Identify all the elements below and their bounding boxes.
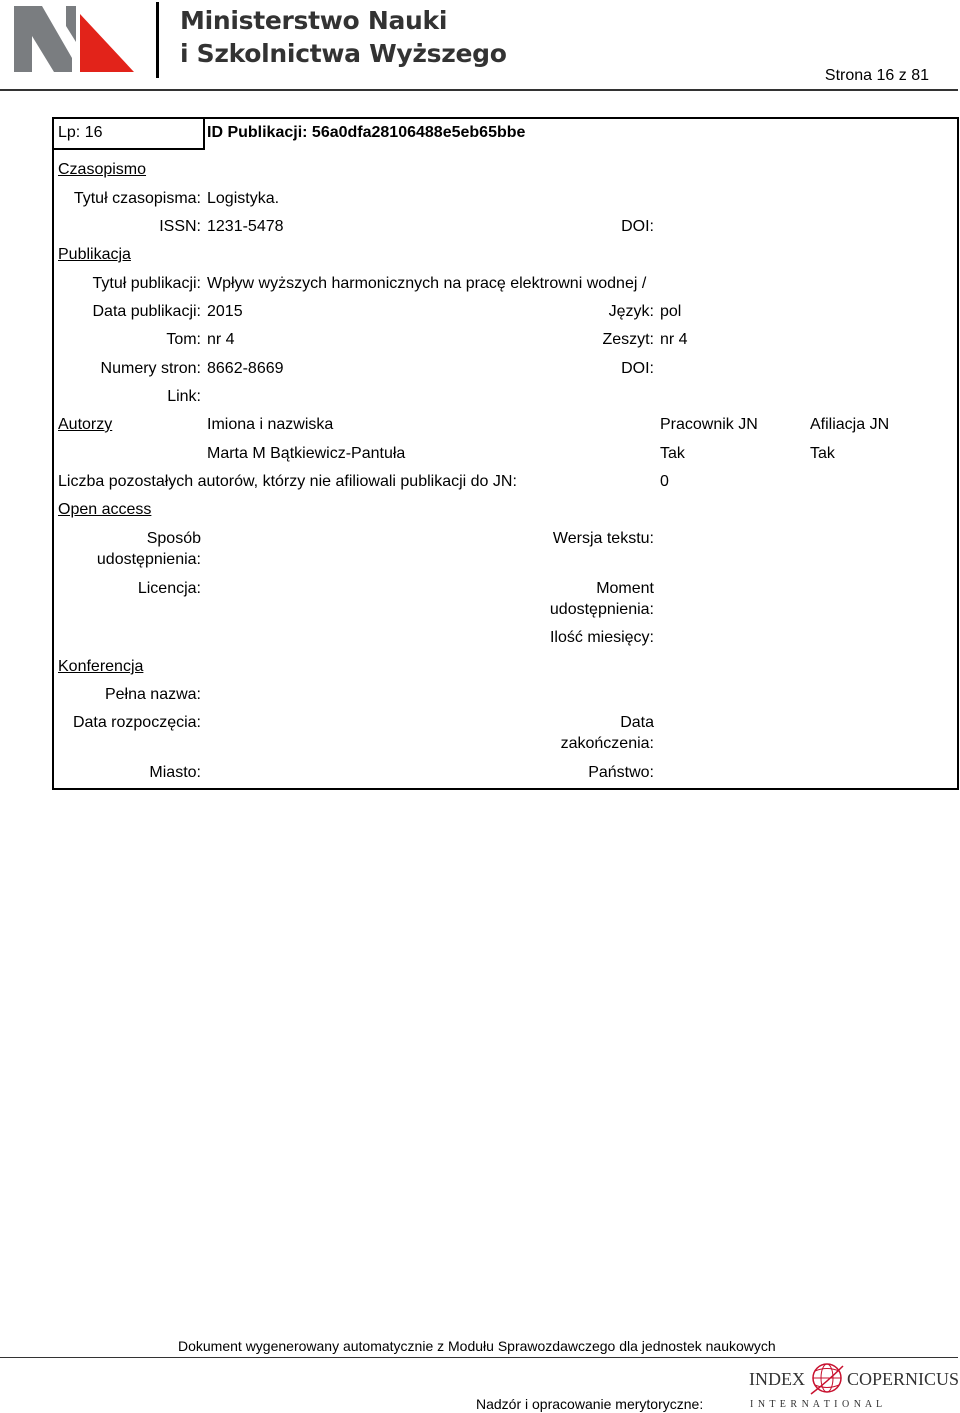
publication-title-value: Wpływ wyższych harmonicznych na pracę elektrowni wodnej / — [207, 275, 647, 292]
logo-index-text: INDEX — [749, 1369, 805, 1389]
other-authors-value: 0 — [660, 473, 669, 490]
conference-country-label: Państwo: — [588, 764, 654, 781]
header-divider — [156, 2, 159, 78]
issn-value: 1231-5478 — [207, 218, 284, 235]
journal-title-value: Logistyka. — [207, 190, 280, 207]
pages-label: Numery stron: — [100, 360, 201, 377]
logo-copernicus-text: COPERNICUS — [847, 1369, 960, 1389]
volume-value: nr 4 — [207, 331, 235, 348]
publication-date-label: Data publikacji: — [92, 303, 201, 320]
logo-international-text: I N T E R N A T I O N A L — [750, 1399, 884, 1410]
publication-id: ID Publikacji: 56a0dfa28106488e5eb65bbe — [207, 124, 526, 141]
access-method-label-line1: Sposób — [146, 530, 201, 547]
language-value: pol — [660, 303, 682, 320]
text-version-label: Wersja tekstu: — [552, 530, 654, 547]
section-autorzy: Autorzy — [58, 416, 113, 433]
header-rule — [0, 89, 958, 91]
conference-name-label: Pełna nazwa: — [104, 686, 201, 703]
author-affiliation: Tak — [810, 445, 835, 462]
section-open-access: Open access — [58, 501, 152, 518]
section-czasopismo: Czasopismo — [58, 161, 147, 178]
volume-label: Tom: — [166, 331, 201, 348]
publication-record — [52, 117, 959, 790]
access-method-label-line2: udostępnienia: — [96, 551, 201, 568]
ministry-title-line2: i Szkolnictwa Wyższego — [180, 39, 507, 68]
issue-value: nr 4 — [660, 331, 688, 348]
lp-cell — [54, 119, 205, 150]
language-label: Język: — [608, 303, 654, 320]
conference-start-label: Data rozpoczęcia: — [72, 714, 201, 731]
page-indicator: Strona 16 z 81 — [824, 67, 929, 84]
access-moment-label-line2: udostępnienia: — [549, 601, 654, 618]
issn-label: ISSN: — [159, 218, 201, 235]
footer-generated-note: Dokument wygenerowany automatycznie z Modułu Sprawozdawczego dla jednostek naukowych — [178, 1338, 776, 1354]
link-label: Link: — [167, 388, 201, 405]
author-name: Marta M Bątkiewicz-Pantuła — [207, 445, 406, 462]
lp-label: Lp: 16 — [58, 124, 103, 141]
globe-icon — [809, 1360, 845, 1398]
publication-date-value: 2015 — [207, 303, 243, 320]
authors-col-names: Imiona i nazwiska — [207, 416, 334, 433]
footer-supervision-label: Nadzór i opracowanie merytoryczne: — [476, 1396, 704, 1412]
other-authors-label: Liczba pozostałych autorów, którzy nie afiliowali publikacji do JN: — [58, 473, 517, 490]
ministry-logo-icon — [14, 6, 134, 72]
footer-rule — [0, 1357, 958, 1358]
section-konferencja: Konferencja — [58, 658, 144, 675]
pages-value: 8662-8669 — [207, 360, 284, 377]
authors-col-employee: Pracownik JN — [660, 416, 758, 433]
publication-title-label: Tytuł publikacji: — [92, 275, 201, 292]
months-count-label: Ilość miesięcy: — [549, 629, 654, 646]
access-moment-label-line1: Moment — [596, 580, 654, 597]
issue-label: Zeszyt: — [602, 331, 654, 348]
publication-doi-label: DOI: — [621, 360, 654, 377]
author-employee: Tak — [660, 445, 685, 462]
authors-col-affiliation: Afiliacja JN — [810, 416, 890, 433]
conference-city-label: Miasto: — [149, 764, 201, 781]
license-label: Licencja: — [137, 580, 201, 597]
journal-doi-label: DOI: — [621, 218, 654, 235]
journal-title-label: Tytuł czasopisma: — [73, 190, 201, 207]
section-publikacja: Publikacja — [58, 246, 131, 263]
conference-end-label-line2: zakończenia: — [560, 735, 654, 752]
conference-end-label-line1: Data — [620, 714, 654, 731]
ministry-title-line1: Ministerstwo Nauki — [180, 6, 448, 35]
